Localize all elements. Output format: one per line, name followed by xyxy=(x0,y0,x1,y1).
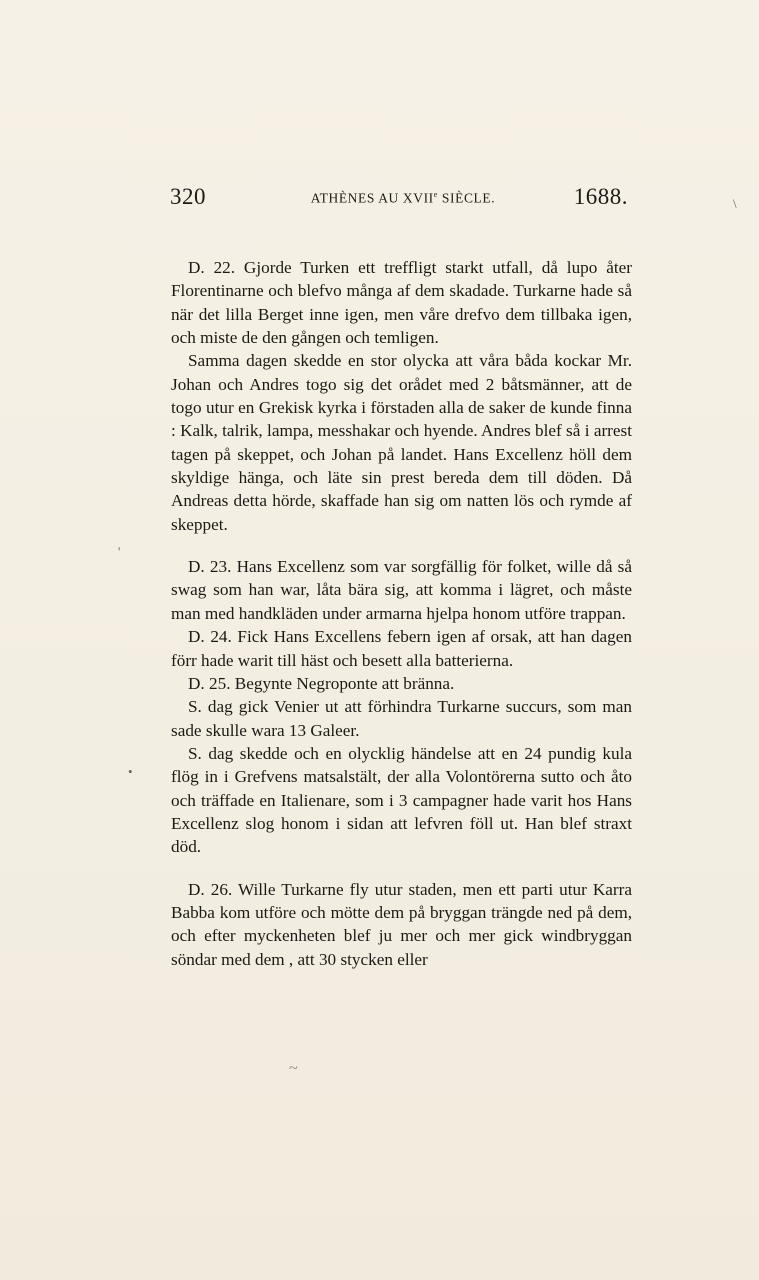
paragraph-d24: D. 24. Fick Hans Excellens febern igen af orsak, att han dagen förr hade warit till häst och besett alla batterierna. xyxy=(171,627,632,670)
paragraph-olycka: Samma dagen skedde en stor olycka att våra båda kockar Mr. Johan och Andres togo sig det orådet med 2 båtsmänner, att de togo utur en Grekisk kyrka i förstaden alla de saker de kunde finna : Kalk, talrik, lampa, messhakar och hyende. Andres blef så i arrest tagen på skeppet, och Johan på landet. Hans Excellenz höll dem skyldige hänga, och läte sin prest bereda dem till döden. Då Andreas detta hörde, skaffade han sig om natten lös och rymde af skeppet. xyxy=(171,351,632,534)
page-number: 320 xyxy=(170,184,206,209)
margin-speck: \ xyxy=(733,196,737,211)
paragraph-d26: D. 26. Wille Turkarne fly utur staden, men ett parti utur Karra Babba kom utföre och mötte dem på bryggan trängde ned på dem, och efter myckenheten blef ju mer och mer gick windbryggan söndar med dem , att 30 stycken eller xyxy=(171,879,632,969)
ink-mark: ~ xyxy=(289,1060,298,1077)
paragraph-d25: D. 25. Begynte Negroponte att bränna. xyxy=(188,673,455,693)
margin-speck: • xyxy=(128,764,133,779)
body-text xyxy=(171,256,632,971)
paragraph-d22: D. 22. Gjorde Turken ett treffligt starkt utfall, då lupo åter Florentinarne och blefvo många af dem skadade. Turkarne hade så när det lilla Berget inne igen, men våre drefvo dem tillbaka igen, och miste de den gången och temligen. xyxy=(171,258,632,348)
running-title xyxy=(170,190,628,207)
running-title-main: ATHÈNES AU XVII xyxy=(310,190,434,206)
running-year: 1688. xyxy=(573,184,628,209)
margin-speck: ' xyxy=(118,544,121,559)
paragraph-venier: S. dag gick Venier ut att förhindra Turkarne succurs, som man sade skulle wara 13 Galeer. xyxy=(171,697,632,740)
running-title-end: SIÈCLE. xyxy=(437,190,496,206)
running-title-superscript: e xyxy=(433,190,438,199)
paragraph-d23: D. 23. Hans Excellenz som var sorgfällig för folket, wille då så swag som han war, låta bära sig, att komma i lägret, och måste man med handkläden under armarna hjelpa honom utföre trappan. xyxy=(171,557,632,623)
running-head xyxy=(170,184,628,214)
paragraph-kula: S. dag skedde och en olycklig händelse att en 24 pundig kula flög in i Grefvens matsalstält, der alla Volontörerna sutto och åto och träffade en Italienare, som i 3 campagner hade varit hos Hans Excellenz slog honom i sidan att lefvren föll ut. Han blef straxt död. xyxy=(171,743,632,857)
